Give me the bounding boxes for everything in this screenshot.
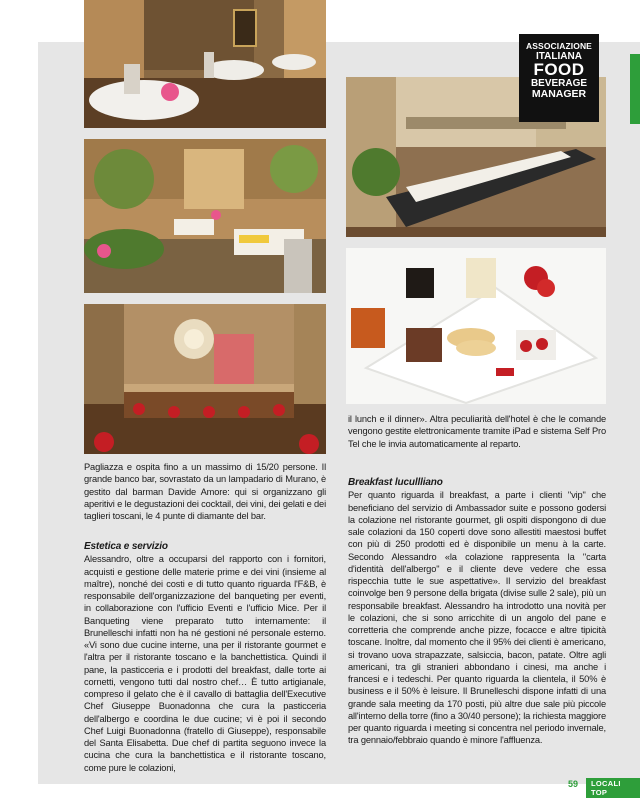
left-column-intro [84, 461, 326, 522]
logo-line-associazione: ASSOCIAZIONE [526, 41, 592, 51]
paragraph: il lunch e il dinner». Altra peculiarità dell'hotel è che le comande vengono gestite elettronicamente tramite iPad e sistema Self Pro Tel che le invia automaticamente al reparto. [348, 414, 606, 449]
paragraph: Pagliazza e ospita fino a un massimo di 15/20 persone. Il grande banco bar, sovrastato da un lampadario di Murano, è gestito dal barman Davide Amore: qui si organizzano gli aperitivi e le degustazioni dei cocktail, dei vini, dei gelati e dei taglieri toscani, le 4 punte di diamante del bar. [84, 462, 326, 521]
logo-line-food: FOOD [533, 60, 585, 79]
logo-line-manager: MANAGER [531, 88, 587, 100]
photo-breakfast-plate [346, 248, 606, 404]
right-column-intro [348, 413, 606, 450]
section-heading-breakfast: Breakfast lucullliano [348, 477, 443, 488]
section-tag: LOCALI TOP [586, 778, 640, 798]
logo-line-beverage: BEVERAGE [530, 78, 588, 89]
left-column-section [84, 541, 326, 774]
logo-line-italiana: ITALIANA [536, 51, 582, 62]
photo-bar-chandelier [84, 304, 326, 454]
association-logo [519, 34, 599, 122]
right-column-section [348, 477, 606, 747]
page-number: 59 [568, 779, 579, 789]
paragraph: Per quanto riguarda il breakfast, a parte i clienti "vip" che beneficiano del servizio di Ambassador suite e possono godersi la colazione nel ristorante gourmet, gli ospiti dispongono di due sale colazioni da 150 coperti dove sono allestiti maestosi buffet con più di 250 prodotti ed è disponibile un menu à la carte. Secondo Alessandro «la colazione rappresenta la "carta d'identità dell'albergo" e il cliente deve vedere che essa rispecchia tutte le sue aspettative». Il servizio del breakfast coinvolge ben 9 persone della brigata (divise sulle 2 sale), più un responsabile breakfast. Alessandro ha introdotto una novità per le colazioni, che si sono arricchite di un angolo del pane e corretteria che comprende anche pizze, focacce e altre tipicità toscane. Inoltre, dal momento che il 95% dei clienti è americano, si trovano uova strapazzate, salsiccia, bacon, patate. Oltre agli americani, tra gli stranieri abbondano i cinesi, ma anche i francesi e i tedeschi. Per quanto riguarda la clientela, il 50% è business e il 50% è leisure. Il Brunelleschi dispone infatti di una grande sala meeting da 170 posti, più altre due sale più piccole all'interno della torre (fino a 30/40 persone); la richiesta maggiore per quanto riguarda i meeting si concentra nel periodo invernale, tra gennaio/febbraio quando è minore l'affluenza. [348, 490, 606, 746]
section-heading-estetica: Estetica e servizio [84, 541, 168, 552]
photo-terrace-restaurant [84, 139, 326, 293]
paragraph: Alessandro, oltre a occuparsi del rapporto con i fornitori, acquisti e gestione delle materie prime e dei vini (insieme al maître), nonché dei costi e di tutto quanto riguarda l'F&B, è responsabile dell'organizzazione del banqueting per eventi, in collaborazione con l'ufficio Eventi e l'ufficio Mice. Per il Banqueting viene preparato tutto internamente: il Brunelleschi infatti non ha né gestioni né personale esterno. «Vi sono due cucine interne, una per il ristorante gourmet e l'altra per il ristorante toscano e la banchettistica. Quindi il pane, la pasticceria e i prodotti del breakfast, dalle torte ai cornetti, vengono tutti dal nostro chef… È tutto artigianale, compreso il gelato che è il cavallo di battaglia dell'Executive Chef Giuseppe Buonadonna che cura la pasticceria dell'albergo e coordina le due cucine; vi è poi il secondo Chef Luigi Buonadonna (fratello di Giuseppe), responsabile del Santa Elisabetta. Due chef di partita seguono invece la cucina che cura la banchettistica e il ristorante toscano, come pure le colazioni, [84, 554, 326, 773]
green-edge-marker [630, 54, 640, 124]
photo-gourmet-restaurant [84, 0, 326, 128]
